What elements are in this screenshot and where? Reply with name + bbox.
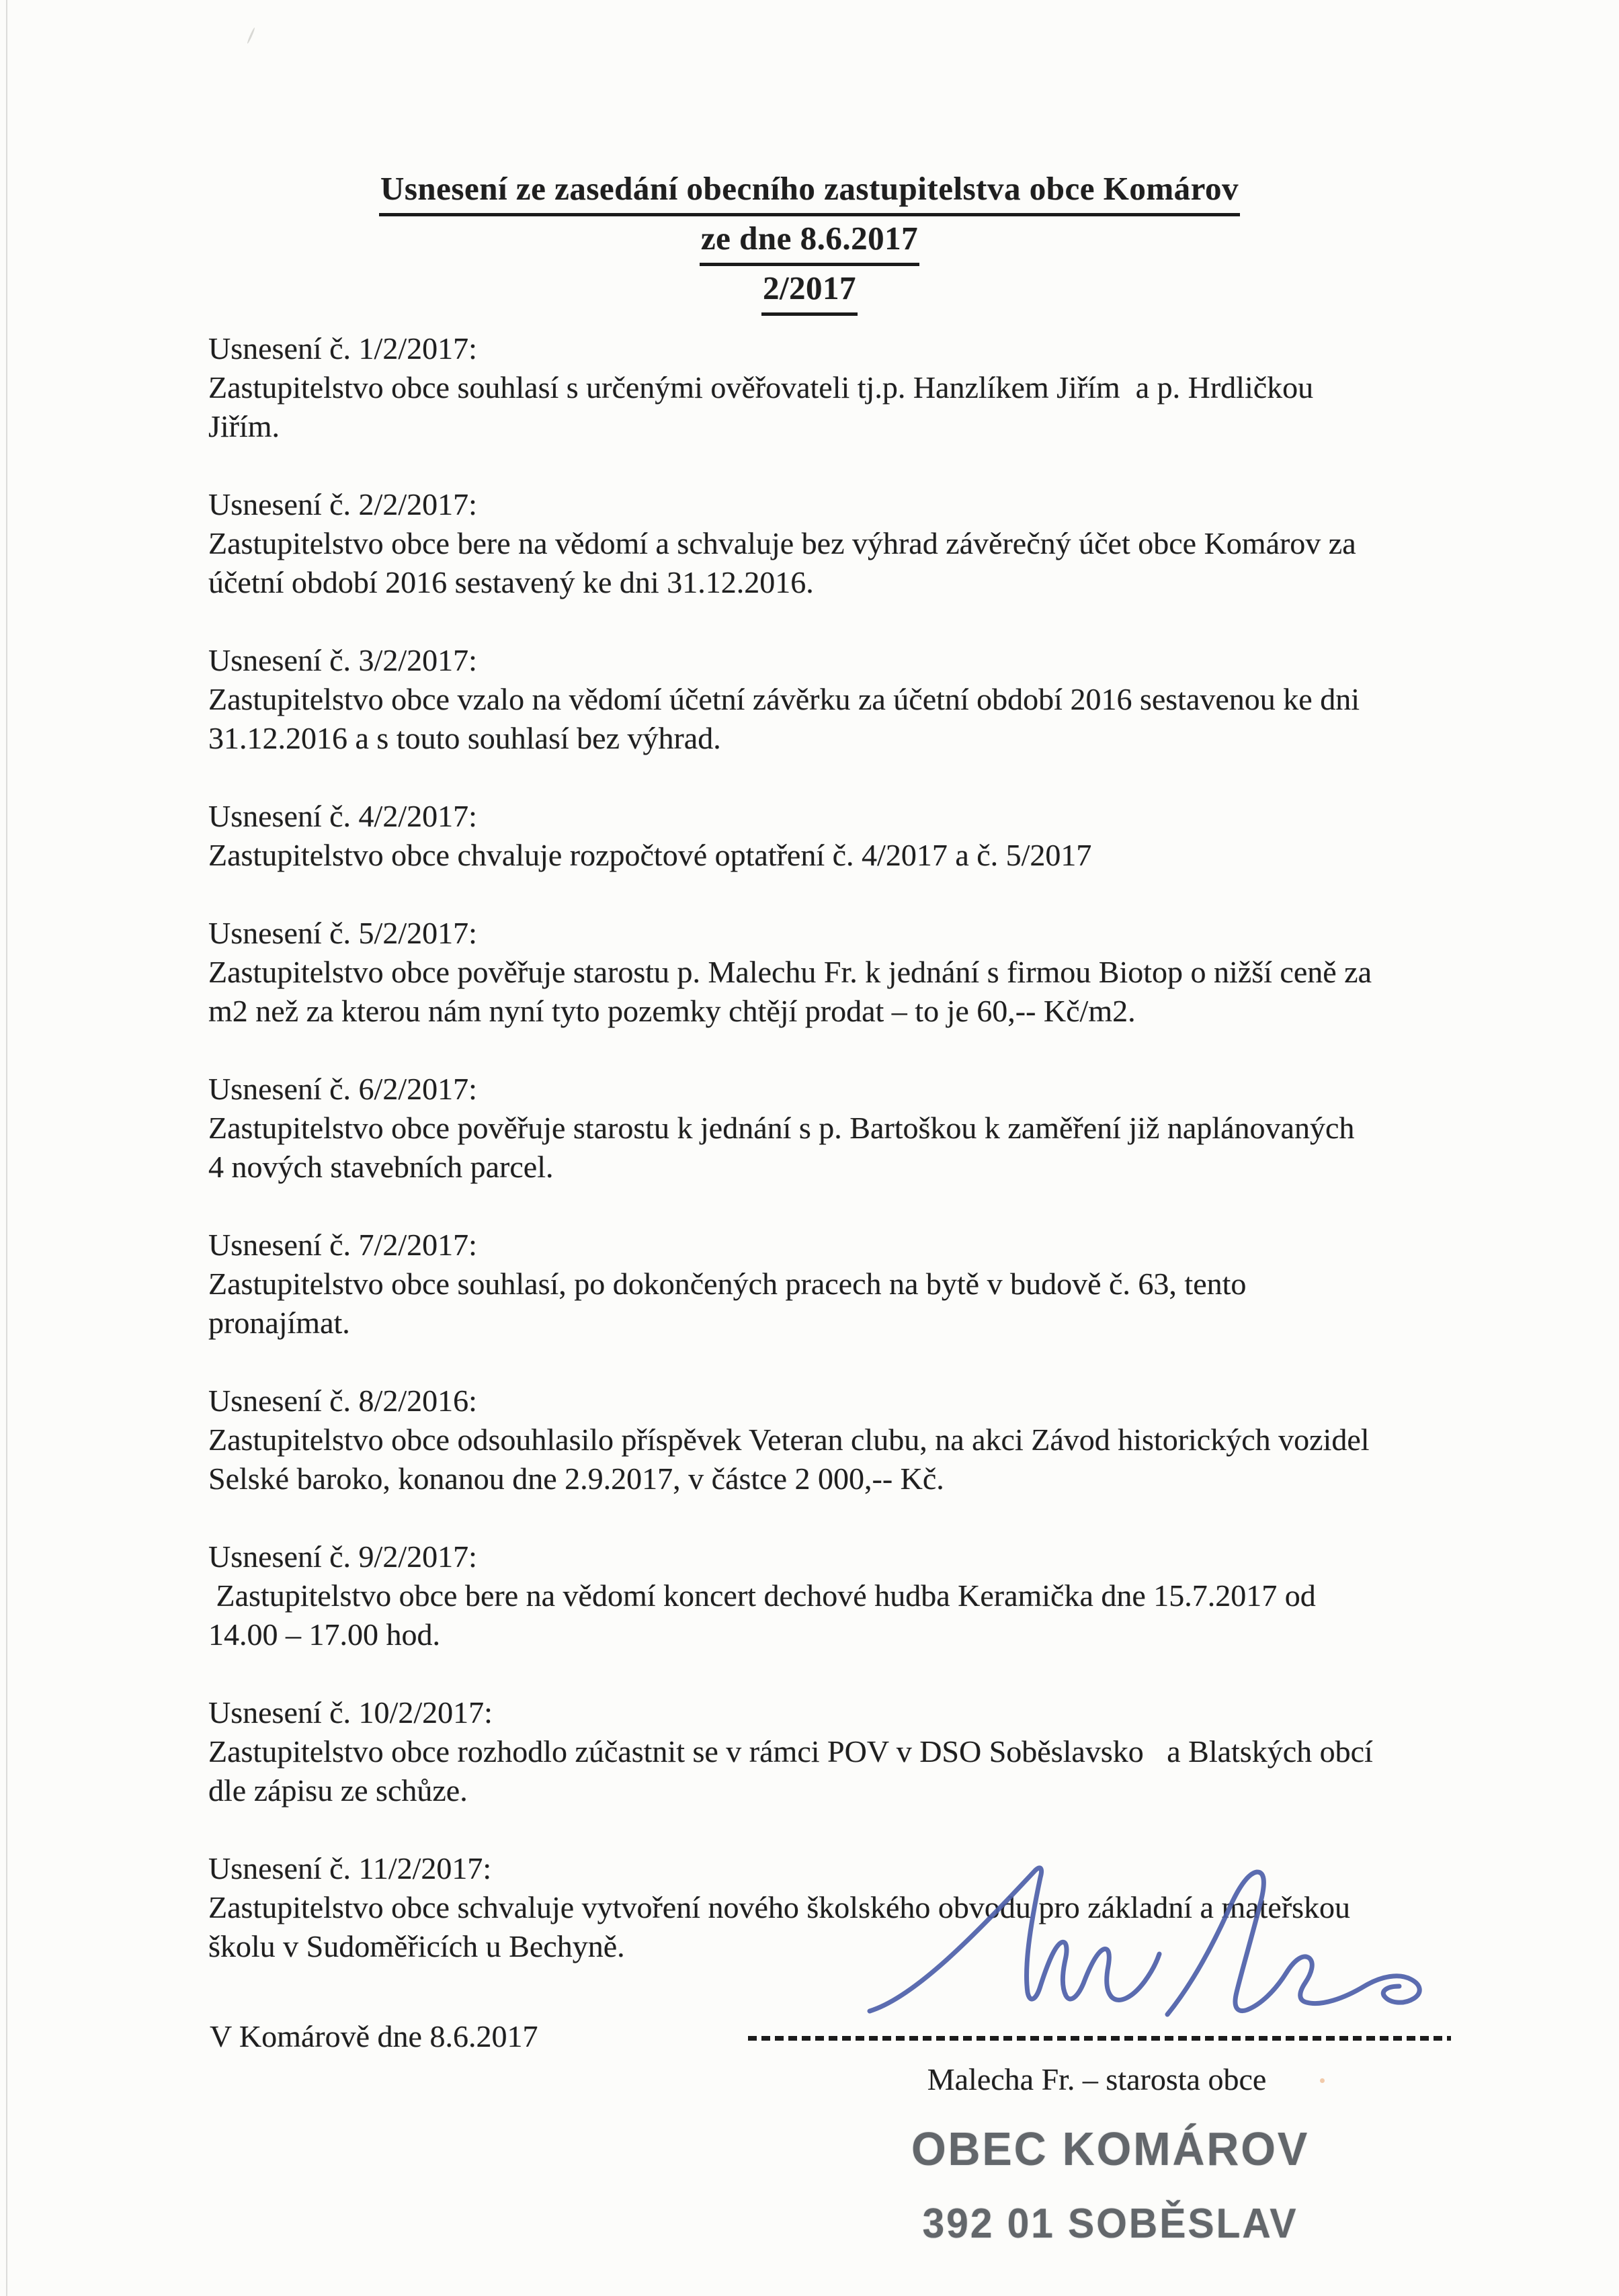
resolution-block <box>208 485 1546 602</box>
resolutions-list <box>208 329 1546 2005</box>
stamp-municipality: OBEC KOMÁROV <box>911 2123 1310 2175</box>
resolution-block <box>208 914 1546 1031</box>
resolution-text-line: Selské baroko, konanou dne 2.9.2017, v částce 2 000,-- Kč. <box>208 1461 944 1496</box>
resolution-text-line: školu v Sudoměřicích u Bechyně. <box>208 1929 625 1963</box>
signer-name: Malecha Fr. – starosta obce <box>927 2062 1267 2096</box>
resolution-heading: Usnesení č. 11/2/2017: <box>208 1851 492 1885</box>
title-line-3: 2/2017 <box>0 266 1619 316</box>
resolution-heading: Usnesení č. 6/2/2017: <box>208 1072 477 1106</box>
resolution-text-line: Zastupitelstvo obce bere na vědomí a schvaluje bez výhrad závěrečný účet obce Komárov za <box>208 526 1356 560</box>
resolution-heading: Usnesení č. 10/2/2017: <box>208 1695 493 1730</box>
title-line-1: Usnesení ze zasedání obecního zastupitelstva obce Komárov <box>0 167 1619 216</box>
resolution-block <box>208 1537 1546 1654</box>
resolution-heading: Usnesení č. 3/2/2017: <box>208 643 477 677</box>
resolution-text-line: Zastupitelstvo obce bere na vědomí koncert dechové hudba Keramička dne 15.7.2017 od <box>208 1578 1316 1613</box>
place-and-date: V Komárově dne 8.6.2017 <box>210 2019 538 2053</box>
resolution-block <box>208 797 1546 875</box>
resolution-block <box>208 329 1546 446</box>
resolution-text-line: Zastupitelstvo obce souhlasí, po dokončených pracech na bytě v budově č. 63, tento <box>208 1267 1247 1301</box>
stamp-postal-address: 392 01 SOBĚSLAV <box>922 2201 1298 2247</box>
resolution-heading: Usnesení č. 8/2/2016: <box>208 1384 477 1418</box>
resolution-block <box>208 1693 1546 1810</box>
resolution-block <box>208 1070 1546 1187</box>
resolution-text-line: Zastupitelstvo obce schvaluje vytvoření nového školského obvodu pro základní a mateřskou <box>208 1890 1351 1924</box>
resolution-heading: Usnesení č. 7/2/2017: <box>208 1228 477 1262</box>
resolution-text-line: Zastupitelstvo obce vzalo na vědomí účetní závěrku za účetní období 2016 sestavenou ke dni <box>208 682 1360 716</box>
resolution-text-line: účetní období 2016 sestavený ke dni 31.12.2016. <box>208 565 814 599</box>
resolution-block <box>208 641 1546 758</box>
resolution-text-line: Zastupitelstvo obce odsouhlasilo příspěvek Veteran clubu, na akci Závod historických vozidel <box>208 1422 1370 1457</box>
scan-speck <box>1320 2078 1325 2083</box>
resolution-heading: Usnesení č. 4/2/2017: <box>208 799 477 833</box>
resolution-heading: Usnesení č. 2/2/2017: <box>208 487 477 521</box>
resolution-text-line: Zastupitelstvo obce pověřuje starostu p. Malechu Fr. k jednání s firmou Biotop o nižší ceně za <box>208 955 1372 989</box>
document-title <box>0 167 1619 316</box>
title-line-2: ze dne 8.6.2017 <box>0 216 1619 266</box>
resolution-text-line: Zastupitelstvo obce souhlasí s určenými ověřovateli tj.p. Hanzlíkem Jiřím a p. Hrdličkou <box>208 370 1314 405</box>
resolution-text-line: Zastupitelstvo obce pověřuje starostu k jednání s p. Bartoškou k zaměření již naplánovaných <box>208 1111 1355 1145</box>
resolution-text-line: Zastupitelstvo obce rozhodlo zúčastnit se v rámci POV v DSO Soběslavsko a Blatských obcí <box>208 1734 1373 1769</box>
resolution-text-line: dle zápisu ze schůze. <box>208 1773 468 1808</box>
resolution-heading: Usnesení č. 1/2/2017: <box>208 331 477 366</box>
resolution-heading: Usnesení č. 5/2/2017: <box>208 916 477 950</box>
scan-edge-artifact <box>6 0 7 2296</box>
resolution-block <box>208 1381 1546 1498</box>
resolution-block <box>208 1226 1546 1343</box>
scan-speck <box>247 28 255 44</box>
resolution-text-line: m2 než za kterou nám nyní tyto pozemky chtějí prodat – to je 60,-- Kč/m2. <box>208 994 1136 1028</box>
signature-handwriting <box>862 1855 1440 2028</box>
resolution-text-line: 14.00 – 17.00 hod. <box>208 1617 440 1652</box>
resolution-text-line: 4 nových stavebních parcel. <box>208 1150 554 1184</box>
resolution-text-line: 31.12.2016 a s touto souhlasí bez výhrad. <box>208 721 721 755</box>
official-stamp <box>911 2100 1309 2270</box>
resolution-text-line: pronajímat. <box>208 1306 350 1340</box>
resolution-heading: Usnesení č. 9/2/2017: <box>208 1539 477 1574</box>
signature-dashed-line <box>748 2036 1451 2041</box>
resolution-text-line: Jiřím. <box>208 409 280 443</box>
resolution-text-line: Zastupitelstvo obce chvaluje rozpočtové optatření č. 4/2017 a č. 5/2017 <box>208 838 1092 872</box>
